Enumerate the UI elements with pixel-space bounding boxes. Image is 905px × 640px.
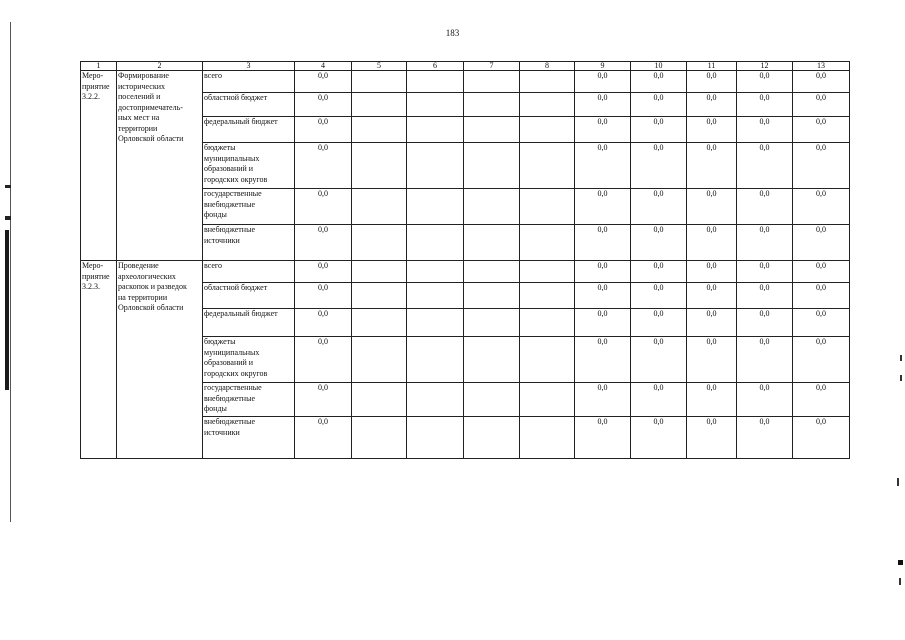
value-col-7 (464, 189, 520, 225)
value-col-8 (520, 117, 575, 143)
value-col-4: 0,0 (295, 189, 352, 225)
value-col-11: 0,0 (687, 309, 737, 337)
value-col-10: 0,0 (631, 261, 687, 283)
value-col-5 (352, 417, 407, 459)
value-col-7 (464, 71, 520, 93)
event-name: Проведение археологических раскопок и разведок на территории Орловской области (117, 261, 203, 459)
value-col-8 (520, 225, 575, 261)
value-col-11: 0,0 (687, 225, 737, 261)
column-number-10: 10 (631, 62, 687, 71)
value-col-8 (520, 309, 575, 337)
column-number-1: 1 (81, 62, 117, 71)
event-code: Меро- приятие 3.2.2. (81, 71, 117, 261)
value-col-5 (352, 337, 407, 383)
value-col-13: 0,0 (793, 417, 850, 459)
scan-right-mark (897, 478, 899, 486)
column-number-12: 12 (737, 62, 793, 71)
value-col-8 (520, 93, 575, 117)
value-col-5 (352, 283, 407, 309)
scan-right-blot (898, 560, 903, 565)
value-col-7 (464, 117, 520, 143)
value-col-12: 0,0 (737, 417, 793, 459)
value-col-9: 0,0 (575, 337, 631, 383)
funding-source: областной бюджет (203, 283, 295, 309)
value-col-11: 0,0 (687, 117, 737, 143)
scan-right-mark (899, 578, 901, 585)
value-col-10: 0,0 (631, 93, 687, 117)
value-col-6 (407, 417, 464, 459)
column-number-8: 8 (520, 62, 575, 71)
value-col-12: 0,0 (737, 71, 793, 93)
value-col-9: 0,0 (575, 309, 631, 337)
value-col-4: 0,0 (295, 261, 352, 283)
value-col-12: 0,0 (737, 309, 793, 337)
value-col-10: 0,0 (631, 417, 687, 459)
funding-source: внебюджетные источники (203, 417, 295, 459)
value-col-13: 0,0 (793, 93, 850, 117)
value-col-13: 0,0 (793, 225, 850, 261)
value-col-9: 0,0 (575, 283, 631, 309)
value-col-5 (352, 261, 407, 283)
funding-source: всего (203, 71, 295, 93)
value-col-12: 0,0 (737, 189, 793, 225)
funding-source: бюджеты муниципальных образований и городских округов (203, 143, 295, 189)
value-col-6 (407, 383, 464, 417)
value-col-7 (464, 93, 520, 117)
value-col-12: 0,0 (737, 337, 793, 383)
page-number: 183 (445, 28, 460, 38)
value-col-5 (352, 309, 407, 337)
table-row (81, 71, 850, 93)
column-number-7: 7 (464, 62, 520, 71)
value-col-7 (464, 283, 520, 309)
value-col-4: 0,0 (295, 71, 352, 93)
value-col-4: 0,0 (295, 143, 352, 189)
value-col-8 (520, 71, 575, 93)
event-name: Формирование исторических поселений и достопримечатель- ных мест на территории Орловской области (117, 71, 203, 261)
funding-source: федеральный бюджет (203, 117, 295, 143)
value-col-4: 0,0 (295, 417, 352, 459)
column-number-4: 4 (295, 62, 352, 71)
value-col-8 (520, 337, 575, 383)
value-col-8 (520, 189, 575, 225)
scan-left-binding-shadow (5, 230, 9, 390)
value-col-6 (407, 117, 464, 143)
value-col-6 (407, 143, 464, 189)
value-col-4: 0,0 (295, 337, 352, 383)
value-col-9: 0,0 (575, 71, 631, 93)
value-col-6 (407, 71, 464, 93)
value-col-10: 0,0 (631, 337, 687, 383)
value-col-9: 0,0 (575, 417, 631, 459)
value-col-5 (352, 143, 407, 189)
value-col-11: 0,0 (687, 93, 737, 117)
value-col-9: 0,0 (575, 189, 631, 225)
value-col-13: 0,0 (793, 309, 850, 337)
funding-source: внебюджетные источники (203, 225, 295, 261)
value-col-13: 0,0 (793, 261, 850, 283)
value-col-8 (520, 417, 575, 459)
value-col-12: 0,0 (737, 93, 793, 117)
value-col-12: 0,0 (737, 117, 793, 143)
value-col-4: 0,0 (295, 283, 352, 309)
value-col-9: 0,0 (575, 261, 631, 283)
value-col-5 (352, 93, 407, 117)
value-col-7 (464, 143, 520, 189)
value-col-11: 0,0 (687, 189, 737, 225)
value-col-11: 0,0 (687, 143, 737, 189)
scan-left-mark (5, 185, 11, 188)
value-col-10: 0,0 (631, 283, 687, 309)
value-col-12: 0,0 (737, 283, 793, 309)
value-col-5 (352, 225, 407, 261)
value-col-11: 0,0 (687, 337, 737, 383)
funding-source: федеральный бюджет (203, 309, 295, 337)
column-number-2: 2 (117, 62, 203, 71)
value-col-10: 0,0 (631, 225, 687, 261)
value-col-5 (352, 117, 407, 143)
value-col-13: 0,0 (793, 283, 850, 309)
value-col-11: 0,0 (687, 261, 737, 283)
funding-source: государственные внебюджетные фонды (203, 383, 295, 417)
table-header-row (81, 62, 850, 71)
value-col-7 (464, 225, 520, 261)
funding-source: государственные внебюджетные фонды (203, 189, 295, 225)
value-col-13: 0,0 (793, 71, 850, 93)
funding-source: бюджеты муниципальных образований и городских округов (203, 337, 295, 383)
value-col-6 (407, 225, 464, 261)
value-col-12: 0,0 (737, 383, 793, 417)
scan-left-margin-rule (10, 22, 11, 522)
value-col-11: 0,0 (687, 71, 737, 93)
value-col-5 (352, 189, 407, 225)
column-number-9: 9 (575, 62, 631, 71)
value-col-10: 0,0 (631, 117, 687, 143)
scan-right-mark (900, 355, 902, 361)
value-col-7 (464, 309, 520, 337)
value-col-10: 0,0 (631, 309, 687, 337)
value-col-13: 0,0 (793, 189, 850, 225)
value-col-12: 0,0 (737, 261, 793, 283)
value-col-7 (464, 337, 520, 383)
value-col-6 (407, 93, 464, 117)
value-col-4: 0,0 (295, 93, 352, 117)
value-col-10: 0,0 (631, 143, 687, 189)
value-col-4: 0,0 (295, 383, 352, 417)
value-col-13: 0,0 (793, 337, 850, 383)
value-col-8 (520, 143, 575, 189)
value-col-6 (407, 309, 464, 337)
value-col-13: 0,0 (793, 383, 850, 417)
funding-source: областной бюджет (203, 93, 295, 117)
funding-source: всего (203, 261, 295, 283)
value-col-9: 0,0 (575, 143, 631, 189)
scan-left-mark (5, 216, 11, 220)
value-col-11: 0,0 (687, 417, 737, 459)
value-col-10: 0,0 (631, 189, 687, 225)
value-col-8 (520, 283, 575, 309)
column-number-3: 3 (203, 62, 295, 71)
value-col-12: 0,0 (737, 225, 793, 261)
value-col-9: 0,0 (575, 93, 631, 117)
column-number-11: 11 (687, 62, 737, 71)
value-col-13: 0,0 (793, 117, 850, 143)
value-col-7 (464, 261, 520, 283)
value-col-6 (407, 261, 464, 283)
value-col-9: 0,0 (575, 117, 631, 143)
value-col-9: 0,0 (575, 383, 631, 417)
value-col-4: 0,0 (295, 309, 352, 337)
column-number-5: 5 (352, 62, 407, 71)
value-col-4: 0,0 (295, 225, 352, 261)
value-col-9: 0,0 (575, 225, 631, 261)
value-col-12: 0,0 (737, 143, 793, 189)
value-col-6 (407, 337, 464, 383)
value-col-11: 0,0 (687, 383, 737, 417)
value-col-8 (520, 383, 575, 417)
scan-right-mark (900, 375, 902, 381)
value-col-7 (464, 383, 520, 417)
value-col-5 (352, 71, 407, 93)
value-col-5 (352, 383, 407, 417)
value-col-6 (407, 283, 464, 309)
table-row (81, 261, 850, 283)
value-col-11: 0,0 (687, 283, 737, 309)
value-col-8 (520, 261, 575, 283)
column-number-6: 6 (407, 62, 464, 71)
value-col-10: 0,0 (631, 71, 687, 93)
value-col-10: 0,0 (631, 383, 687, 417)
value-col-7 (464, 417, 520, 459)
value-col-6 (407, 189, 464, 225)
financing-table (80, 61, 850, 459)
value-col-4: 0,0 (295, 117, 352, 143)
event-code: Меро- приятие 3.2.3. (81, 261, 117, 459)
column-number-13: 13 (793, 62, 850, 71)
value-col-13: 0,0 (793, 143, 850, 189)
